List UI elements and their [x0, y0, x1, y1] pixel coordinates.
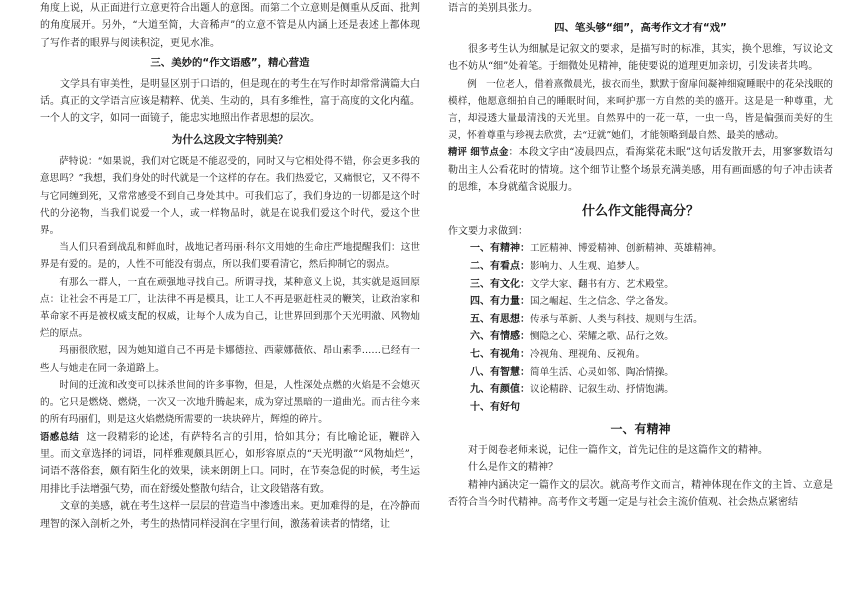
list-item: 五、有思想：传承与革新、人类与科技、规则与生活。	[470, 313, 703, 325]
closing-paragraph: 文章的美感，就在考生这样一层层的营造当中渗透出来。更加难得的是，在冷静而理智的深入剖析之外，考生的热情同样浸润在字里行间，激荡着读者的情绪，让	[40, 501, 420, 530]
list-item: 七、有视角：冷视角、理视角、反视角。	[470, 349, 646, 361]
question-line: 什么是作文的精神？	[468, 462, 558, 474]
note-text: 本段文字由“凌晨四点，看海棠花未眠”这句话发散开去，用寥寥数语勾勒出主人公看花时的情境。这个细节让整个场景充满美感，用有画面感的句子冲击读者的思维，本身就蕴含说服力。	[448, 147, 834, 194]
why-beautiful-heading: 为什么这段文字特别美？	[171, 133, 289, 146]
summary-text: 这一段精彩的论述，有萨特名言的引用，恰如其分；有比喻论证，鞭辟入里。而文章选择的词语，同样雅观颇具匠心，如形容原点的“天光明澈”“风物灿烂”，词语不落俗套，颇有陌生化的效果，读来朗朗上口。同时，在节奏急促的时候，考生运用排比手法增强气势，而在舒缓处整散句结合，让文段错落有致。	[40, 431, 420, 495]
intro-paragraph: 角度上说，从正面进行立意更符合出题人的意图。而第二个立意则是侧重从反面、批判的角度展开。另外，“大道至简，大音稀声”的立意不管是从内涵上还是表述上都体现了写作者的眼界与阅读积淀，更见水准。	[40, 3, 420, 49]
spirit-heading: 一、有精神	[610, 422, 671, 437]
list-item: 六、有情感：恻隐之心、荣耀之歌、品行之效。	[470, 331, 674, 343]
list-item: 八、有智慧：简单生活、心灵如邻、陶冶情操。	[470, 366, 674, 378]
left-column	[40, 0, 420, 533]
example-label: 例	[467, 78, 477, 90]
summary-paragraph	[40, 429, 420, 499]
right-column	[448, 0, 833, 511]
list-item: 十、有好句	[470, 401, 520, 413]
quote-paragraph-3: 有那么一群人，一直在顽强地寻找自己。所谓寻找，某种意义上说，其实就是返回原点：让社会不再是工厂，让法律不再是模具，让工人不再是驱赶柱灵的鞭笑，让政治家和革命家不再是被权威支配的权威，让每个人成为自己，让世界回到那个天光明澈、风物灿烂的原点。	[40, 276, 420, 340]
list-item: 一、有精神：工匠精神、博爱精神、创新精神、英雄精神。	[470, 243, 722, 255]
example-text: 一位老人，借着熹微晨光，拔衣而坐，默默于窗扉间凝神细窥睡眠中的花朵浅眠的模样，他愿意细拍自己的睡眠时间，来呵护那一方自然的美的盛开。这是是一种尊重，尤言，却浸透大量最清浅的天光里。自然界中的一花一草，一虫一鸟，皆是偏强而美好的生灵，怀着尊重与珍视去欣赏，去“迂就”她们，才能领略到最自然、最美的感动。	[448, 78, 833, 142]
example-paragraph	[448, 76, 833, 145]
list-item: 三、有文化：文学大家、翻书有方、艺术殿堂。	[470, 278, 674, 290]
note-tag: 精评 细节点金	[448, 147, 509, 159]
detail-paragraph: 很多考生认为细腻是记叙文的要求，是描写时的标准，其实，换个思维，写议论文也不妨从“细”处着笔。于细微处见精神，能使要说的道理更加亲切，引发读者共鸣。	[448, 43, 833, 73]
list-item: 四、有力量：国之崛起、生之信念、学之备发。	[470, 296, 674, 308]
requirements-intro: 作文要力求做到：	[448, 226, 528, 238]
list-item: 九、有颜值：议论精辟、记叙生动、抒情饱满。	[470, 384, 674, 396]
spirit-paragraph: 精神内涵决定一篇作文的层次。就高考作文而言，精神体现在作文的主旨、立意是否符合当今时代精神。高考作文考题一定是与社会主流价值观、社会热点紧密结	[448, 479, 833, 509]
section-3-heading: 三、美妙的“作文语感”，精心营造	[150, 57, 310, 70]
requirements-list	[448, 240, 833, 416]
list-item: 二、有看点：影响力、人生观、追梦人。	[470, 261, 646, 273]
high-score-heading: 什么作文能得高分？	[581, 203, 699, 219]
language-paragraph: 文学具有审美性，是明显区别于口语的，但是现在的考生在写作时却常常满篇大白话。真正的文学语言应该是精粹、优美、生动的，具有多维性，富于高度的文化内蕴。一个人的文字，如同一面镜子，能忠实地照出作者思想的层次。	[40, 78, 420, 125]
summary-tag: 语感总结	[40, 431, 80, 443]
quote-paragraph-1: 萨特说：“如果说，我们对它既是不能忍受的，同时又与它相处得不错，你会更多我的意思吗？”我想，我们身处的时代就是一个这样的存在。我们热爱它，又痛恨它，又不得不与它同缠到死，又常常感受不到自己身处其中。可我们忘了，我们身边的一切都是这个时代的分泌物，当我们说爱一个人，或一样物品时，就是在说我们爱这个时代，爱这个世界。	[40, 156, 420, 237]
quote-paragraph-4: 玛丽很欣慰，因为她知道自己不再是卡娜德拉、西蒙娜薇依、昂山素季……已经有一些人与她走在同一条道路上。	[40, 345, 420, 374]
quote-paragraph-2: 当人们只看到战乱和鲜血时，战地记者玛丽·科尔文用她的生命庄严地提醒我们：这世界是有爱的。是的，人性不可能没有弱点，所以我们要看清它，然后抑制它的弱点。	[40, 242, 420, 271]
quote-paragraph-5: 时间的迁流和改变可以抹杀世间的许多事物，但是，人性深处点燃的火焰是不会熄灭的。它只是燃烧、燃烧，一次又一次地升腾起来，成为穿过黑暗的一道曲光。而古往今来的所有玛丽们，则是这火焰燃烧所需要的一块块碎片，辉煌的碎片。	[40, 379, 420, 426]
reader-paragraph: 对于阅卷老师来说，记住一篇作文，首先记住的是这篇作文的精神。	[468, 444, 768, 456]
section-4-heading: 四、笔头够“细”，高考作文才有“戏”	[554, 22, 727, 35]
continued-line: 语言的美别具张力。	[448, 3, 538, 14]
note-paragraph: 精评 细节点金：本段文字由“凌晨四点，看海棠花未眠”这句话发散开去，用寥寥数语勾勒出主人公看花时的情境。这个细节让整个场景充满美感，用有画面感的句子冲击读者的思维，本身就蕴含说服力。	[448, 147, 834, 194]
